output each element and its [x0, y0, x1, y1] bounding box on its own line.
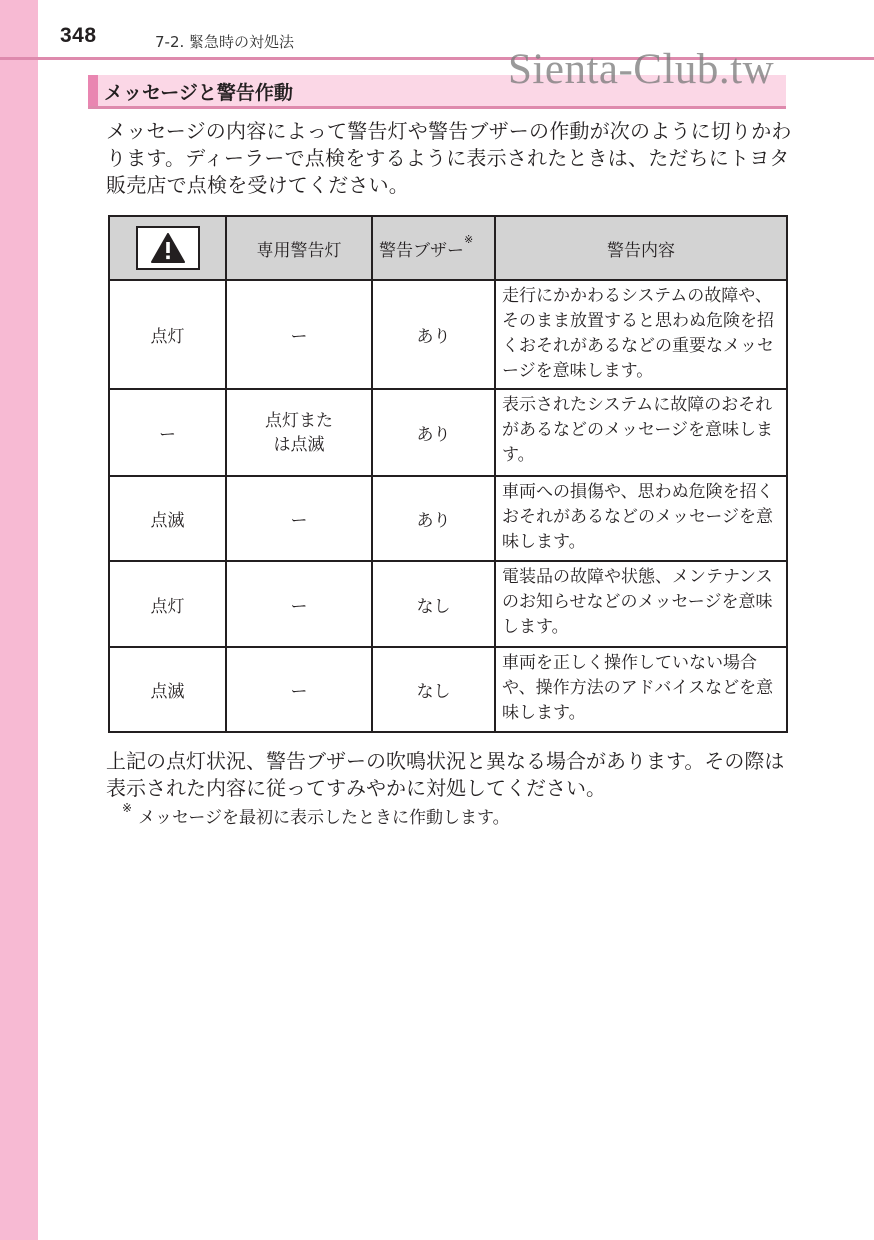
section-accent: [88, 75, 98, 106]
cell-master: 点滅: [109, 647, 226, 732]
header-master-warning: [109, 216, 226, 280]
header-buzzer: [372, 216, 495, 280]
cell-master: ー: [109, 389, 226, 476]
header-dedicated-light: 専用警告灯: [226, 216, 372, 280]
cell-dedicated: ー: [226, 476, 372, 561]
cell-master: 点滅: [109, 476, 226, 561]
section-title: メッセージと警告作動: [104, 82, 293, 104]
cell-description: 車両を正しく操作していない場合や、操作方法のアドバイスなどを意味します。: [495, 647, 787, 732]
table-header-row: [109, 216, 787, 280]
table-row: [109, 647, 787, 732]
page-number: 348: [60, 24, 97, 47]
cell-master: 点灯: [109, 280, 226, 389]
cell-buzzer: あり: [372, 280, 495, 389]
after-table-paragraph: 上記の点灯状況、警告ブザーの吹鳴状況と異なる場合があります。その際は表示された内容に従ってすみやかに対処してください。: [106, 749, 785, 800]
cell-master: 点灯: [109, 561, 226, 647]
cell-description: 表示されたシステムに故障のおそれがあるなどのメッセージを意味します。: [495, 389, 787, 476]
cell-buzzer: あり: [372, 389, 495, 476]
cell-buzzer: あり: [372, 476, 495, 561]
intro-paragraph: メッセージの内容によって警告灯や警告ブザーの作動が次のように切りかわります。ディーラーで点検をするように表示されたときは、ただちにトヨタ販売店で点検を受けてください。: [106, 119, 792, 197]
watermark: Sienta-Club.tw: [508, 46, 775, 93]
footnote: [122, 803, 510, 828]
cell-description: 車両への損傷や、思わぬ危険を招くおそれがあるなどのメッセージを意味します。: [495, 476, 787, 561]
footnote-mark: ※: [464, 232, 474, 246]
running-head: 7-2. 緊急時の対処法: [155, 33, 295, 51]
cell-dedicated-text: 点灯または点滅: [265, 410, 333, 455]
cell-description: 走行にかかわるシステムの故障や、そのまま放置すると思わぬ危険を招くおそれがあるなどの重要なメッセージを意味します。: [495, 280, 787, 389]
header-buzzer-label: 警告ブザー: [379, 240, 464, 261]
side-tab-strip: [0, 0, 38, 1240]
header-warning-content: 警告内容: [495, 216, 787, 280]
cell-buzzer: なし: [372, 561, 495, 647]
cell-dedicated: ー: [226, 561, 372, 647]
cell-description: 電装品の故障や状態、メンテナンスのお知らせなどのメッセージを意味します。: [495, 561, 787, 647]
table-row: [109, 389, 787, 476]
master-warning-icon: [136, 226, 200, 270]
table-row: [109, 561, 787, 647]
table-row: [109, 476, 787, 561]
cell-dedicated: [226, 389, 372, 476]
footnote-text: メッセージを最初に表示したときに作動します。: [138, 808, 510, 828]
cell-dedicated: ー: [226, 647, 372, 732]
table-row: [109, 280, 787, 389]
warning-table: [108, 215, 788, 733]
cell-buzzer: なし: [372, 647, 495, 732]
footnote-mark: ※: [122, 801, 133, 815]
cell-dedicated: ー: [226, 280, 372, 389]
